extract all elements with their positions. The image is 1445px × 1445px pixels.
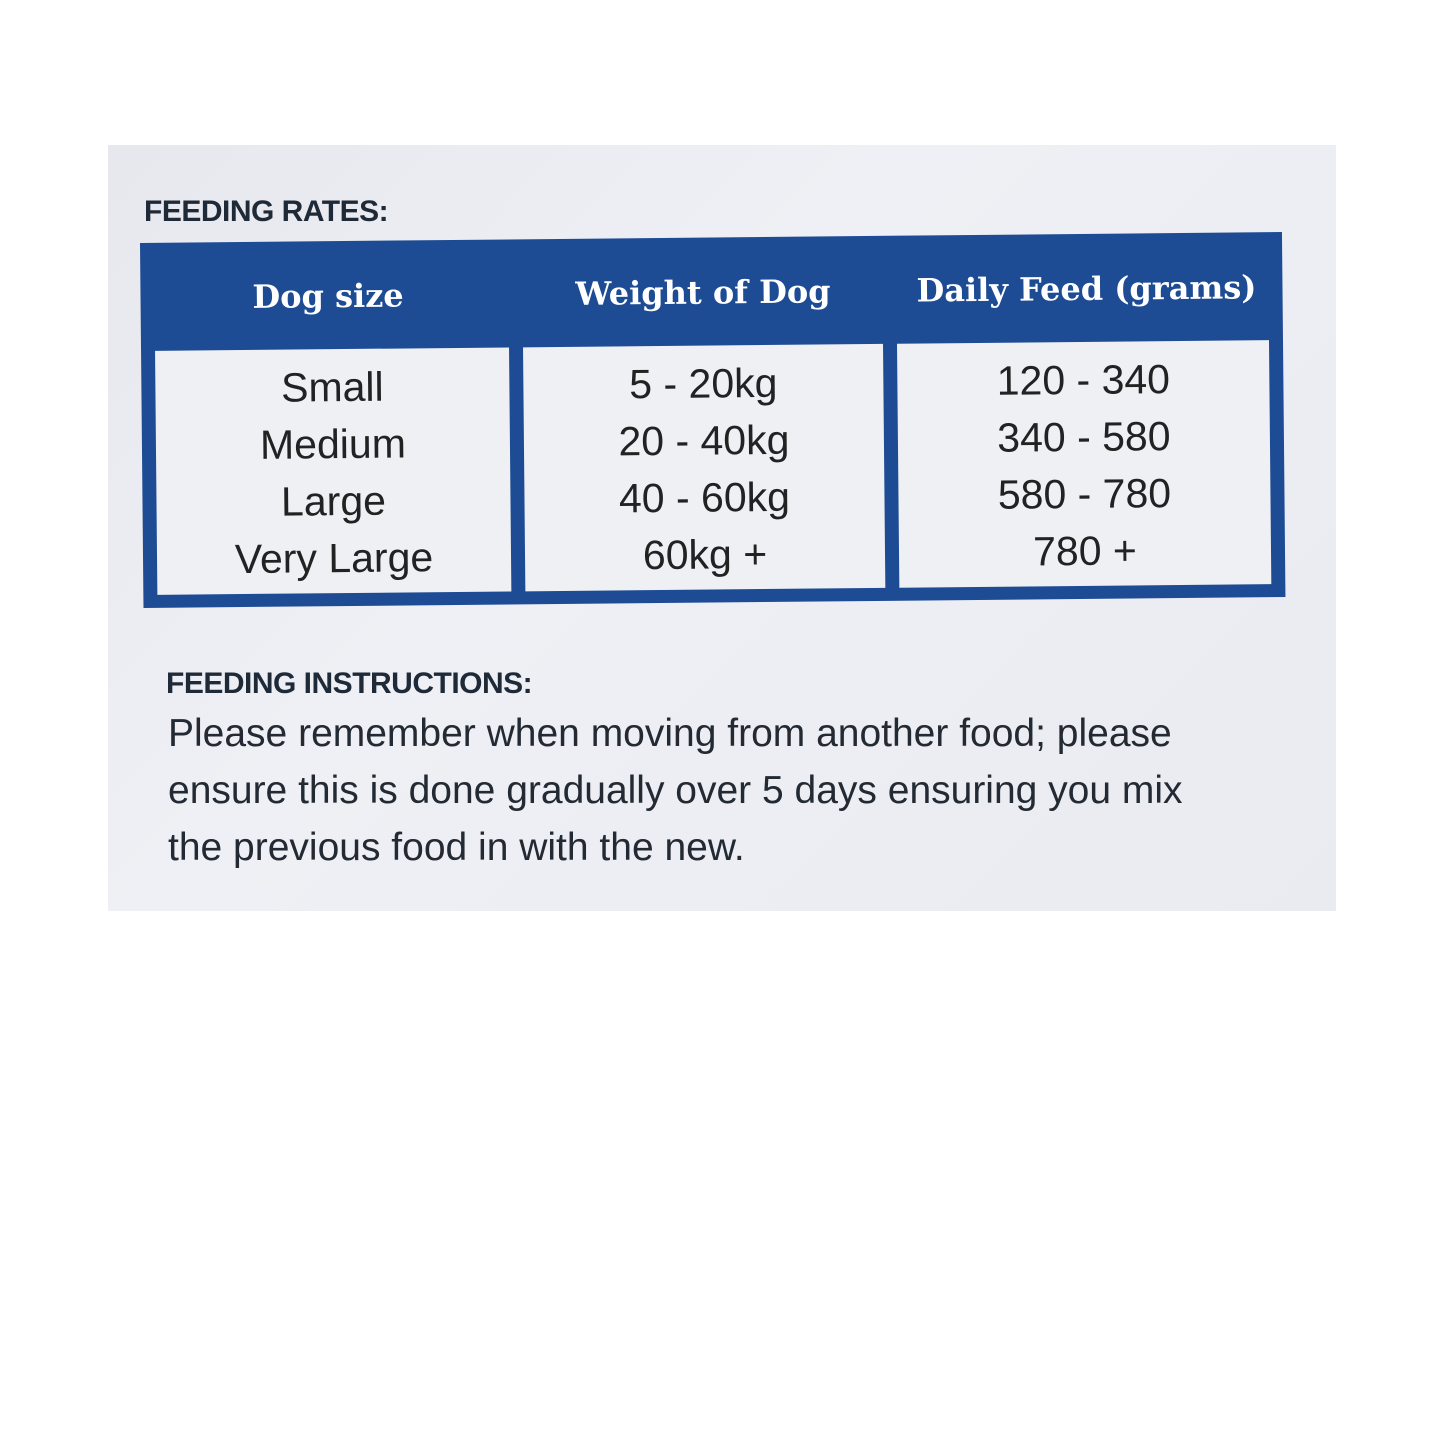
instructions-line-3: the previous food in with the new.	[168, 826, 745, 869]
header-weight-of-dog: Weight of Dog	[575, 272, 831, 313]
weight-medium: 20 - 40kg	[618, 416, 790, 465]
feed-small: 120 - 340	[996, 356, 1171, 404]
header-dog-size: Dog size	[252, 276, 404, 316]
dog-size-very-large: Very Large	[234, 534, 434, 583]
dog-size-small: Small	[280, 363, 384, 411]
feeding-instructions-text	[168, 705, 1318, 876]
weight-column	[523, 344, 885, 591]
feeding-rates-table	[140, 232, 1285, 608]
weight-small: 5 - 20kg	[629, 359, 778, 408]
weight-very-large: 60kg +	[642, 530, 768, 579]
feeding-rates-title: FEEDING RATES:	[144, 195, 389, 228]
table-header-row	[140, 232, 1283, 353]
feeding-instructions-title: FEEDING INSTRUCTIONS:	[166, 667, 533, 700]
feeding-label-photo	[108, 145, 1336, 911]
feed-medium: 340 - 580	[997, 413, 1171, 461]
feed-large: 580 - 780	[997, 470, 1172, 518]
header-daily-feed: Daily Feed (grams)	[916, 268, 1257, 310]
dog-size-medium: Medium	[259, 420, 407, 468]
daily-feed-column	[897, 340, 1271, 588]
feed-very-large: 780 +	[1032, 527, 1138, 575]
instructions-line-2: ensure this is done gradually over 5 days ensuring you mix	[168, 769, 1183, 812]
dog-size-large: Large	[280, 477, 387, 525]
weight-large: 40 - 60kg	[618, 473, 791, 522]
dog-size-column	[155, 347, 511, 594]
instructions-line-1: Please remember when moving from another food; please	[168, 712, 1172, 755]
